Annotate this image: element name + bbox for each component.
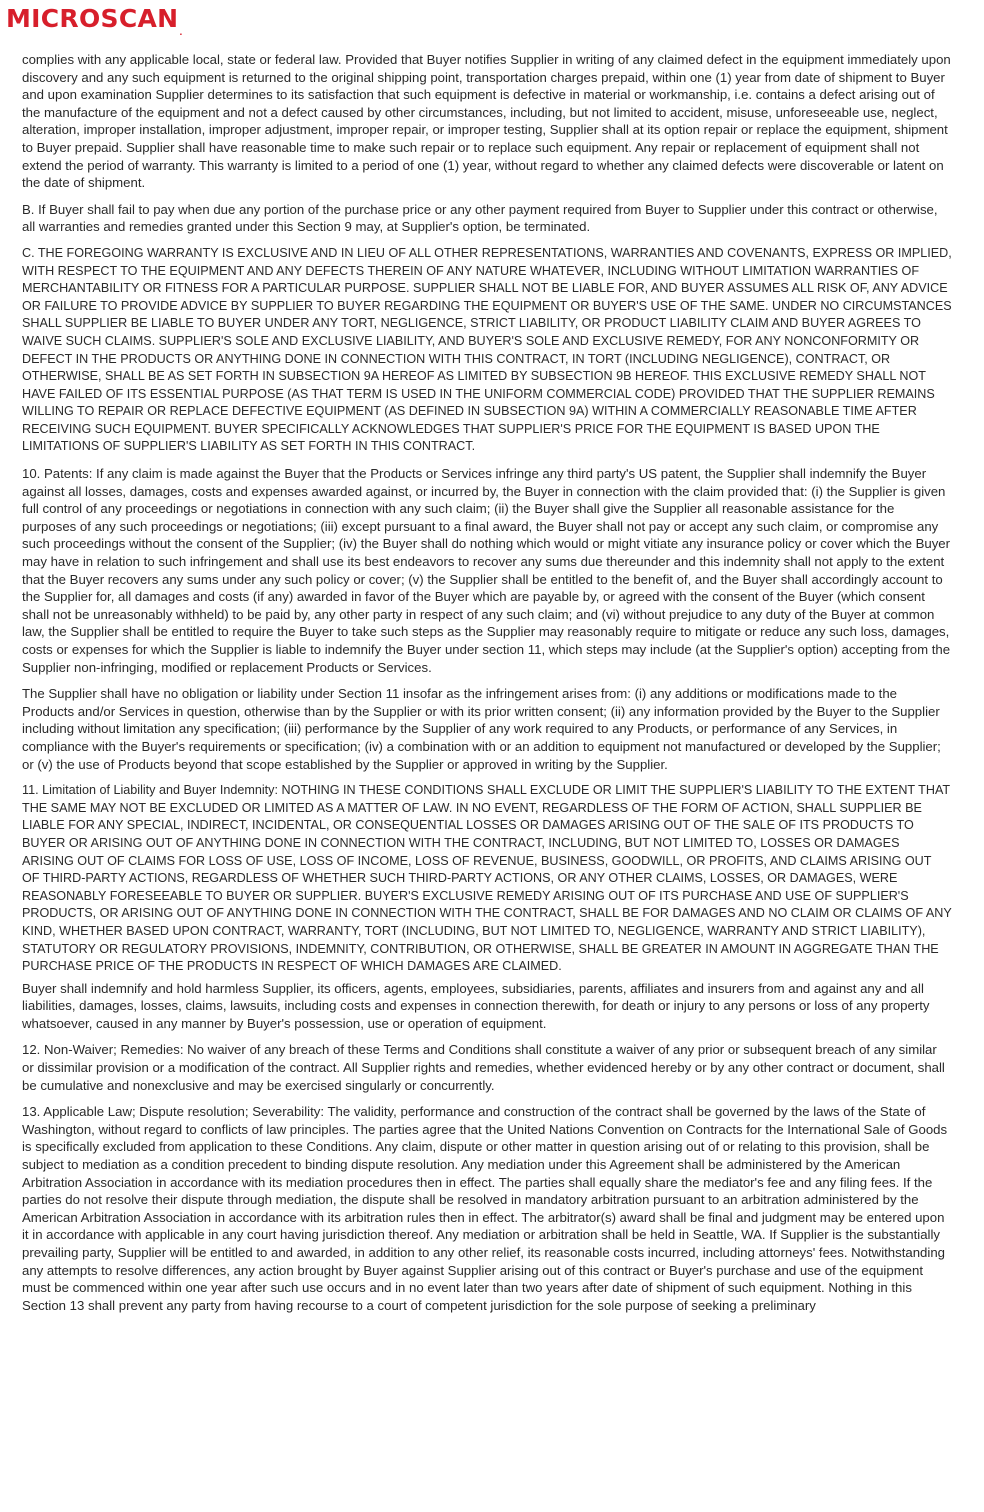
warranty-paragraph-c: C. THE FOREGOING WARRANTY IS EXCLUSIVE AND IN LIEU OF ALL OTHER REPRESENTATIONS, WARRANTIES AND COVENANTS, EXPRESS OR IMPLIED, WITH RESPECT TO THE EQUIPMENT AND ANY DEFECTS THEREIN OF ANY NATURE WHATEVER, INCLUDING WITHOUT LIMITATION WARRANTIES OF MERCHANTABILITY OR FITNESS FOR A PARTICULAR PURPOSE. SUPPLIER SHALL NOT BE LIABLE FOR, AND BUYER ASSUMES ALL RISK OF, ANY ADVICE OR FAILURE TO PROVIDE ADVICE BY SUPPLIER TO BUYER REGARDING THE EQUIPMENT OR BUYER'S USE OF THE SAME. UNDER NO CIRCUMSTANCES SHALL SUPPLIER BE LIABLE TO BUYER UNDER ANY TORT, NEGLIGENCE, STRICT LIABILITY, OR PRODUCT LIABILITY CLAIM AND BUYER AGREES TO WAIVE SUCH CLAIMS. SUPPLIER'S SOLE AND EXCLUSIVE LIABILITY, AND BUYER'S SOLE AND EXCLUSIVE REMEDY, FOR ANY NONCONFORMITY OR DEFECT IN THE PRODUCTS OR ANYTHING DONE IN CONNECTION WITH THIS CONTRACT, IN TORT (INCLUDING NEGLIGENCE), CONTRACT, OR OTHERWISE, SHALL BE AS SET FORTH IN SUBSECTION 9A HEREOF AS LIMITED BY SUBSECTION 9B HEREOF. THIS EXCLUSIVE REMEDY SHALL NOT HAVE FAILED OF ITS ESSENTIAL PURPOSE (AS THAT TERM IS USED IN THE UNIFORM COMMERCIAL CODE) PROVIDED THAT THE SUPPLIER REMAINS WILLING TO REPAIR OR REPLACE DEFECTIVE EQUIPMENT (AS DEFINED IN SUBSECTION 9A) WITHIN A COMMERCIALLY REASONABLE TIME AFTER RECEIVING SUCH EQUIPMENT. BUYER SPECIFICALLY ACKNOWLEDGES THAT SUPPLIER'S PRICE FOR THE EQUIPMENT IS BASED UPON THE LIMITATIONS OF SUPPLIER'S LIABILITY AS SET FORTH IN THIS CONTRACT.: [22, 245, 952, 454]
limitation-of-liability-paragraph: 11. Limitation of Liability and Buyer Indemnity: NOTHING IN THESE CONDITIONS SHALL EXCLUDE OR LIMIT THE SUPPLIER'S LIABILITY TO THE EXTENT THAT THE SAME MAY NOT BE EXCLUDED OR LIMITED AS A MATTER OF LAW. IN NO EVENT, REGARDLESS OF THE FORM OF ACTION, SHALL SUPPLIER BE LIABLE FOR ANY SPECIAL, INDIRECT, INCIDENTAL, OR CONSEQUENTIAL LOSSES OR DAMAGES ARISING OUT OF THE SALE OF ITS PRODUCTS TO BUYER OR ARISING OUT OF ANYTHING DONE IN CONNECTION WITH THE CONTRACT, INCLUDING, BUT NOT LIMITED TO, LOSSES OR DAMAGES ARISING OUT OF CLAIMS FOR LOSS OF USE, LOSS OF INCOME, LOSS OF REVENUE, BUSINESS, GOODWILL, OR PROFITS, AND CLAIMS ARISING OUT OF THIRD-PARTY ACTIONS, REGARDLESS OF WHETHER SUCH THIRD-PARTY ACTIONS, OR ANY OTHER CLAIMS, LOSSES, OR DAMAGES, WERE REASONABLY FORESEEABLE TO BUYER OR SUPPLIER. BUYER'S EXCLUSIVE REMEDY ARISING OUT OF ITS PURCHASE AND USE OF SUPPLIER'S PRODUCTS, OR ARISING OUT OF ANYTHING DONE IN CONNECTION WITH THE CONTRACT, SHALL BE FOR DAMAGES AND NO CLAIM OR CLAIMS OF ANY KIND, WHETHER BASED UPON CONTRACT, WARRANTY, TORT (INCLUDING, BUT NOT LIMITED TO, NEGLIGENCE, WARRANTY AND STRICT LIABILITY), STATUTORY OR REGULATORY PROVISIONS, INDEMNITY, CONTRIBUTION, OR OTHERWISE, SHALL BE GREATER IN AMOUNT IN AGGREGATE THAN THE PURCHASE PRICE OF THE PRODUCTS IN RESPECT OF WHICH DAMAGES ARE CLAIMED.: [22, 783, 952, 974]
applicable-law-paragraph: 13. Applicable Law; Dispute resolution; Severability: The validity, performance and construction of the contract shall be governed by the laws of the State of Washington, without regard to conflicts of law principles. The parties agree that the United Nations Convention on Contracts for the International Sale of Goods is specifically excluded from application to these Conditions. Any claim, dispute or other matter in question arising out of or relating to this provision, shall be subject to mediation as a condition precedent to binding dispute resolution. Any mediation under this Agreement shall be administered by the American Arbitration Association in accordance with its mediation procedures then in effect. The parties shall equally share the mediator's fee and any filing fees. If the parties do not resolve their dispute through mediation, the dispute shall be resolved in mandatory arbitration pursuant to an arbitration administered by the American Arbitration Association in accordance with its arbitration rules then in effect. The arbitrator(s) award shall be final and judgment may be entered upon it in accordance with applicable in any court having jurisdiction thereof. Any mediation or arbitration shall be held in Seattle, WA. If Supplier is the substantially prevailing party, Supplier will be entitled to and awarded, in addition to any other relief, its reasonable costs incurred, including attorneys' fees. Notwithstanding any attempts to resolve differences, any action brought by Buyer against Supplier arising out of this contract or Buyer's purchase and use of the equipment must be commenced within one year after such use occurs and in no event later than two years after date of shipment of such equipment. Nothing in this Section 13 shall prevent any party from having recourse to a court of competent jurisdiction for the sole purpose of seeking a preliminary: [22, 1104, 948, 1313]
patents-exclusions-paragraph: The Supplier shall have no obligation or liability under Section 11 insofar as the infringement arises from: (i) any additions or modifications made to the Products and/or Services in question, otherwise than by the Supplier or with its prior written consent; (ii) any information provided by the Buyer to the Supplier including without limitation any specification; (iii) performance by the Supplier of any work required to any Products, or performance of any Services, in compliance with the Buyer's requirements or specification; (iv) a combination with or an addition to equipment not manufactured or developed by the Supplier; or (v) the use of Products beyond that scope established by the Supplier or approved in writing by the Supplier.: [22, 686, 941, 772]
terms-document: [22, 51, 952, 1323]
microscan-logo: [6, 4, 183, 37]
buyer-indemnity-paragraph: Buyer shall indemnify and hold harmless Supplier, its officers, agents, employees, subsidiaries, parents, affiliates and insurers from and against any and all liabilities, damages, losses, claims, lawsuits, including costs and expenses in connection therewith, for death or injury to any persons or loss of any property whatsoever, caused in any manner by Buyer's possession, use or operation of equipment.: [22, 980, 930, 1031]
patents-paragraph: 10. Patents: If any claim is made against the Buyer that the Products or Services infringe any third party's US patent, the Supplier shall indemnify the Buyer against all losses, damages, costs and expenses awarded against, or incurred by, the Buyer in connection with the claim provided that: (i) the Supplier is given full control of any proceedings or negotiations in connection with any such claim; (ii) the Buyer shall give the Supplier all reasonable assistance for the purposes of any such proceedings or negotiations; (iii) except pursuant to a final award, the Buyer shall not pay or accept any such claim, or compromise any such proceedings without the consent of the Supplier; (iv) the Buyer shall do nothing which would or might vitiate any insurance policy or cover which the Buyer may have in relation to such infringement and shall use its best endeavors to recover any sums due thereunder and this indemnity shall not apply to the extent that the Buyer recovers any sums under any such policy or cover; (v) the Supplier shall be entitled to the benefit of, and the Buyer shall accordingly account to the Supplier for, all damages and costs (if any) awarded in favor of the Buyer which are payable by, or agreed with the consent of the Buyer (which consent shall not be unreasonably withheld) to be paid by, any other party in respect of any such claim; and (vi) without prejudice to any duty of the Buyer at common law, the Supplier shall be entitled to require the Buyer to take such steps as the Supplier may reasonably require to mitigate or reduce any such loss, damages, costs or expenses for which the Supplier is liable to indemnify the Buyer under section 11, which steps may include (at the Supplier's option) accepting from the Supplier non-infringing, modified or replacement Products or Services.: [22, 466, 951, 675]
non-waiver-paragraph: 12. Non-Waiver; Remedies: No waiver of any breach of these Terms and Conditions shall constitute a waiver of any prior or subsequent breach of any similar or dissimilar provision or a modification of the contract. All Supplier rights and remedies, whether evidenced hereby or by any other contract or document, shall be cumulative and nonexclusive and may be exercised singularly or concurrently.: [22, 1042, 945, 1093]
logo-text: MICROSCAN: [6, 4, 179, 33]
logo-mark: .: [179, 28, 183, 37]
warranty-paragraph-a: complies with any applicable local, state or federal law. Provided that Buyer notifies Supplier in writing of any claimed defect in the equipment immediately upon discovery and any such equipment is returned to the original shipping point, transportation charges prepaid, within one (1) year from date of shipment to Buyer and upon examination Supplier determines to its satisfaction that such equipment is defective in material or workmanship, i.e. contains a defect arising out of the manufacture of the equipment and not a defect caused by other circumstances, including, but not limited to accident, misuse, unforeseeable use, neglect, alteration, improper installation, improper adjustment, improper repair, or improper testing, Supplier shall at its option repair or replace the equipment, shipment to Buyer prepaid. Supplier shall have reasonable time to make such repair or to replace such equipment. Any repair or replacement of equipment shall not extend the period of warranty. This warranty is limited to a period of one (1) year, without regard to whether any claimed defects were discoverable or latent on the date of shipment.: [22, 52, 951, 191]
warranty-paragraph-b: B. If Buyer shall fail to pay when due any portion of the purchase price or any other payment required from Buyer to Supplier under this contract or otherwise, all warranties and remedies granted under this Section 9 may, at Supplier's option, be terminated.: [22, 201, 938, 235]
